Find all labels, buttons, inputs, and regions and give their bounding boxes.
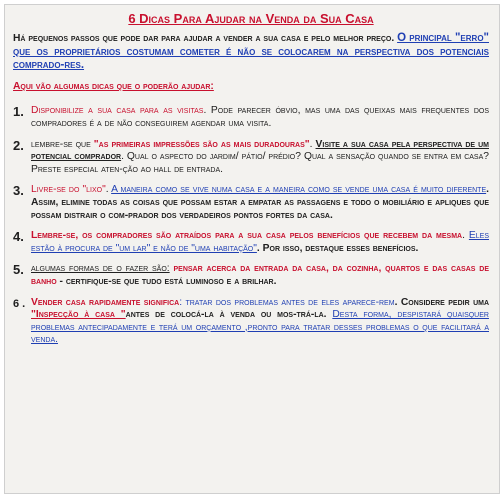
tip-link-text: A maneira como se vive numa casa e a maneira como se vende uma casa é muito diferente bbox=[111, 184, 487, 196]
tip-item-2 bbox=[13, 139, 489, 177]
tip-highlight: "as primeiras impressões são as mais duradouras" bbox=[93, 138, 310, 150]
tip-text: - certifique-se que tudo está luminoso e a brilhar. bbox=[56, 275, 277, 287]
tip-number: 4. bbox=[13, 229, 24, 245]
tip-text: . bbox=[462, 230, 469, 242]
tip-item-6 bbox=[13, 297, 489, 347]
tip-item-4 bbox=[13, 230, 489, 255]
tip-highlight: Livre-se do "lixo" bbox=[31, 184, 106, 196]
tip-text: . Assim, elimine todas as coisas que possam estar a empatar as passagens e todo o mobiliário e apliques que possam distrair o com-prador dos verdadeiros pontos fortes da casa. bbox=[31, 184, 489, 221]
tip-text: lembre-se que bbox=[31, 138, 94, 150]
tip-item-3 bbox=[13, 184, 489, 222]
tip-text: . bbox=[309, 138, 316, 150]
intro-text: Há pequenos passos que pode dar para ajudar a vender a sua casa e pelo melhor preço. bbox=[13, 33, 395, 44]
intro-highlight: O principal "erro" que os proprietários costumam cometer é não se colocarem na perspectiva dos potenciais comprado-res. bbox=[13, 32, 489, 72]
tip-number: 3. bbox=[13, 183, 24, 199]
tip-text: algumas formas de o fazer são: bbox=[31, 263, 170, 275]
tip-highlight: Lembre-se, os compradores são atraídos para a sua casa pelos benefícios que recebem da mesma bbox=[31, 230, 463, 242]
tip-highlight: "Inspecção à casa " bbox=[31, 309, 126, 321]
tip-text: . Qual o aspecto do jardim/ pátio/ prédio? Qual a sensação quando se entra em casa? Preste especial aten-ção ao hall de entrada. bbox=[31, 151, 489, 175]
tip-item-5 bbox=[13, 263, 489, 288]
tip-text: . Pode parecer óbvio, mas uma das queixas mais frequentes dos compradores é a de não conseguirem agendar uma visita. bbox=[31, 105, 489, 129]
tip-text: antes de colocá-la à venda ou mos-trá-la. bbox=[125, 309, 333, 321]
tips-subheading: Aqui vão algumas dicas que o poderão ajudar: bbox=[13, 80, 214, 92]
tip-text: . Considere pedir uma bbox=[394, 296, 490, 308]
document-page bbox=[4, 4, 500, 494]
tip-text: . bbox=[105, 184, 112, 196]
tip-number: 2. bbox=[13, 137, 24, 153]
tip-highlight: Vender casa rapidamente significa bbox=[31, 296, 180, 308]
tip-highlight: Disponibilize a sua casa para as visitas bbox=[31, 105, 204, 117]
page-title: 6 Dicas Para Ajudar na Venda da Sua Casa bbox=[128, 11, 374, 26]
tip-item-1 bbox=[13, 105, 489, 130]
tip-text: : tratar dos problemas antes de eles aparece-rem bbox=[179, 296, 395, 308]
intro-paragraph bbox=[13, 32, 489, 73]
tip-number: 6 . bbox=[13, 297, 26, 310]
tip-text: . Por isso, destaque esses benefícios. bbox=[256, 242, 419, 254]
tip-number: 1. bbox=[13, 104, 24, 120]
tip-link-text: Desta forma, despistará quaisquer problemas antecipadamente e terá um orçamento ,pronto para tratar desses problemas o que facilitará a venda. bbox=[31, 309, 489, 346]
tip-emphasis: Visite a sua casa pela perspectiva de um potencial comprador bbox=[31, 138, 489, 163]
tip-number: 5. bbox=[13, 262, 24, 278]
tip-highlight: pensar acerca da entrada da casa, da cozinha, quartos e das casas de banho bbox=[31, 263, 489, 287]
tip-link-text: Eles estão à procura de "um lar" e não de "uma habitação" bbox=[31, 230, 489, 254]
